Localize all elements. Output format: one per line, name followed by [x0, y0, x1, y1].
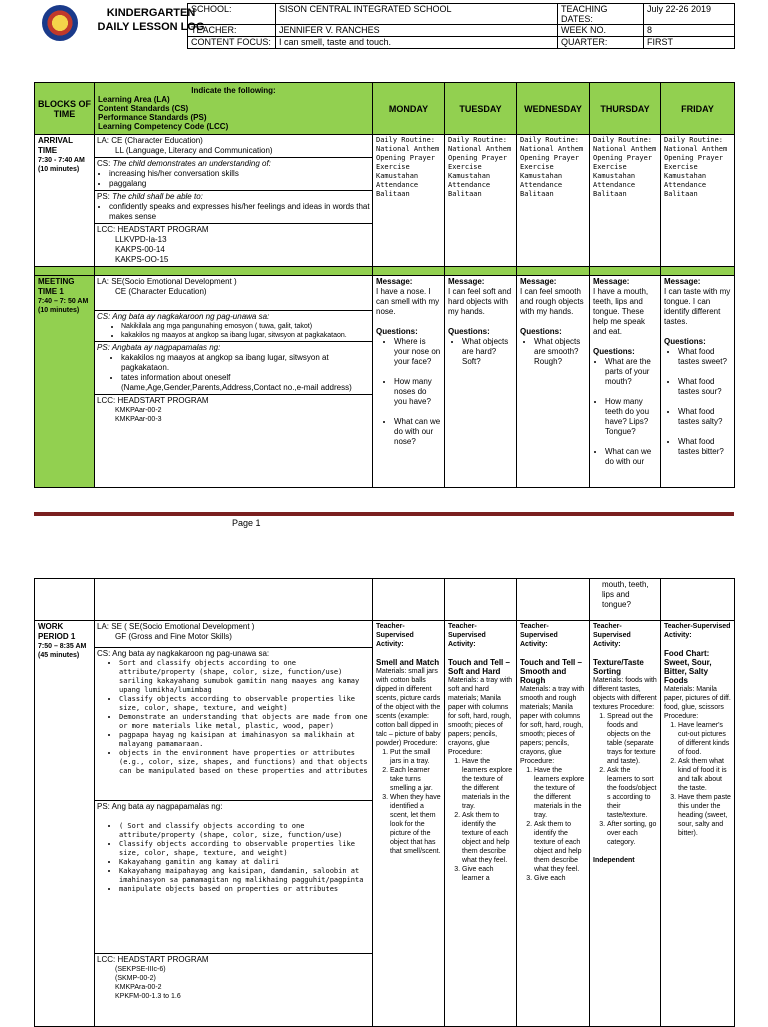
col-friday: FRIDAY [661, 83, 735, 135]
arrival-ps-label: PS: [97, 192, 110, 201]
arrival-lcc-title: HEADSTART PROGRAM [117, 225, 209, 234]
work-thu [590, 621, 661, 1027]
routine-line: Kamustahan [376, 172, 419, 180]
routine-line: Opening Prayer [664, 154, 724, 162]
work-cs-b4: • pagpapa hayag ng kaisipan at imahinasyon sa malikhain at malayang pamamaraan. [119, 731, 370, 749]
arrival-cs-text: The child demonstrates an understanding of: [112, 159, 271, 168]
routine-line: National Anthem [520, 145, 584, 153]
work-wed-text: Materials: a tray with smooth and rough materials; Manila paper with columns for soft, hard, rough, smooth; pieces of papers; pencils, crayons, glue Procedure: [520, 686, 585, 765]
meeting-lcc-1: KMKPAar-00-2 [115, 407, 162, 414]
work-ps-b4: • Kakayahang maipahayag ang kaisipan, damdamin, saloobin at imahinasyon sa pamamagitan ng malikhaing pagguhit/pagpinta [119, 867, 370, 885]
meeting-standards [95, 276, 373, 488]
meeting-tue-msg-label: Message: [448, 277, 485, 286]
dates-label: TEACHING DATES: [558, 4, 644, 25]
meeting-fri-msg-label: Message: [664, 277, 701, 286]
meeting-la-label: LA: [97, 277, 110, 286]
work-tue-title: Touch and Tell – Soft and Hard [448, 658, 510, 676]
routine-line: Balitaan [376, 190, 410, 198]
arrival-time: 7:30 - 7:40 AM [38, 157, 85, 164]
meeting-mon-q3: • What can we do with our nose? [394, 417, 441, 447]
routine-line: Balitaan [664, 190, 698, 198]
routine-line: Daily Routine: [520, 136, 580, 144]
work-cs [95, 648, 372, 801]
work-cs-b1: • Sort and classify objects according to one attribute/property (shape, color, size, function/use) sariling kakayahang sumubok gamitin nang maayes ang kamay upang lumikha/lumimbag [119, 659, 370, 695]
work-mon-tsa: Teacher-Supervised Activity: [376, 623, 414, 648]
dates-value: July 22-26 2019 [644, 4, 735, 25]
routine-line: Balitaan [448, 190, 482, 198]
routine-line: Kamustahan [593, 172, 636, 180]
focus-label: CONTENT FOCUS: [188, 37, 276, 49]
page-divider-rule [34, 512, 734, 516]
routine-line: Exercise [664, 163, 698, 171]
work-duration: (45 minutes) [38, 652, 80, 659]
title-line-1: KINDERGARTEN [106, 7, 196, 19]
meeting-cs-b1: • Nakikilala ang mga pangunahing emosyon ( tuwa, galit, takot) [121, 322, 370, 331]
meeting-wed-msg-label: Message: [520, 277, 557, 286]
col-tuesday: TUESDAY [445, 83, 517, 135]
work-block [35, 621, 95, 1027]
work-wed [517, 621, 590, 1027]
indicate-l2: Content Standards (CS) [98, 104, 189, 113]
work-tue-s1: 1. Have the learners explore the texture of the different materials in the tray. [462, 757, 513, 811]
meeting-thu-q1: • What are the parts of your mouth? [605, 357, 657, 387]
teacher-value: JENNIFER V. RANCHES [276, 25, 558, 37]
work-thu-text: Materials: foods with different tastes, objects with different textures Procedure: [593, 677, 657, 711]
work-lcc-2: (SKMP-00-2) [115, 975, 156, 982]
meeting-mon-q1: • Where is your nose on your face? [394, 337, 441, 367]
work-wed-s1: 1. Have the learners explore the texture of the different materials in the tray. [534, 766, 586, 820]
meeting-cs [95, 311, 372, 342]
arrival-block [35, 135, 95, 267]
arrival-routine-wed [517, 135, 590, 267]
arrival-cs-b2: • paggalang [109, 179, 370, 189]
routine-line: Kamustahan [664, 172, 707, 180]
work-wed-title: Touch and Tell – Smooth and Rough [520, 658, 582, 685]
col-indicate [95, 83, 373, 135]
meeting-fri-q2: • What food tastes sour? [678, 377, 731, 397]
work-standards [95, 621, 373, 1027]
meeting-ps-b1: • kakakilos ng maayos at angkop sa ibang lugar, sitwsyon at pagkakataon. [121, 353, 370, 373]
meeting-lcc-label: LCC: [97, 396, 116, 405]
work-fri-tsa: Teacher-Supervised Activity: [664, 623, 731, 639]
arrival-routine-fri [661, 135, 735, 267]
routine-line: Kamustahan [448, 172, 491, 180]
work-tue-text: Materials: a tray with soft and hard materials; Manila paper with columns for soft, hard, rough, smooth; pieces of papers; pencils, crayons, glue Procedure: [448, 677, 513, 756]
work-ps-text: PS: Ang bata ay nagpapamalas ng: [97, 802, 223, 811]
routine-line: Daily Routine: [376, 136, 436, 144]
work-mon-title: Smell and Match [376, 658, 440, 667]
work-mon-text: Materials: small jars with cotton balls dipped in different scents, picture cards of the object with the scents (example: cotton ball dipped in talc – picture of baby powder) Procedure: [376, 668, 441, 747]
work-fri-s2: 2. Ask them what kind of food it is and talk about the taste. [678, 757, 731, 793]
arrival-routine-tue [445, 135, 517, 267]
meeting-ps [95, 342, 372, 395]
work-lcc-title: HEADSTART PROGRAM [117, 955, 209, 964]
meeting-thu-q-label: Questions: [593, 347, 635, 356]
work-ps-b2: • Classify objects according to observable properties like size, color, shape, texture, and weight) [119, 840, 370, 858]
routine-line: Attendance [520, 181, 563, 189]
meeting-la-2: CE (Character Education) [115, 287, 207, 296]
routine-line: Daily Routine: [664, 136, 724, 144]
work-cs-text: CS: Ang bata ay nagkakaroon ng pag-unawa sa: [97, 649, 270, 658]
work-fri-s1: 1. Have learner's cut-out pictures of different kinds of food. [678, 721, 731, 757]
meeting-block [35, 276, 95, 488]
work-fri-text: Materials: Manila paper, pictures of diff. food, glue, scissors Procedure: [664, 686, 731, 720]
work-thu-s1: 1. Spread out the foods and objects on the table (separate trays for texture and taste). [607, 712, 657, 766]
meeting-fri [661, 276, 735, 488]
arrival-standards [95, 135, 373, 267]
work-lcc-3: KMKPAra-00-2 [115, 984, 162, 991]
routine-line: National Anthem [593, 145, 657, 153]
work-mon-s2: 2. Each learner take turns smelling a jar. [390, 766, 441, 793]
school-label: SCHOOL: [188, 4, 276, 25]
meeting-wed-q-label: Questions: [520, 327, 562, 336]
week-label: WEEK NO. [558, 25, 644, 37]
routine-line: Opening Prayer [448, 154, 508, 162]
meeting-fri-q4: • What food tastes bitter? [678, 437, 731, 457]
work-ps [95, 801, 372, 954]
routine-line: National Anthem [448, 145, 512, 153]
work-mon-s1: 1. Put the small jars in a tray. [390, 748, 441, 766]
arrival-ps-text: The child shall be able to: [112, 192, 203, 201]
week-value: 8 [644, 25, 735, 37]
col-monday: MONDAY [373, 83, 445, 135]
indicate-l4: Learning Competency Code (LCC) [98, 122, 229, 131]
meeting-wed-msg: I can feel smooth and rough objects with my hands. [520, 287, 584, 316]
meeting-lcc-2: KMKPAar-00-3 [115, 416, 162, 423]
meeting-thu-q3: • What can we do with our [605, 447, 657, 467]
meeting-la [95, 276, 372, 311]
arrival-routine-thu [590, 135, 661, 267]
work-time: 7:50 – 8:35 AM [38, 643, 87, 650]
arrival-row [35, 135, 735, 267]
meeting-tue [445, 276, 517, 488]
teacher-label: TEACHER: [188, 25, 276, 37]
work-fri-s3: 3. Have them paste this under the heading (sweet, sour, salty and bitter). [678, 793, 731, 838]
meeting-tue-q-label: Questions: [448, 327, 490, 336]
meeting-lcc [95, 395, 372, 426]
col-thursday: THURSDAY [590, 83, 661, 135]
meeting-thu-q2: • How many teeth do you have? Lips? Tongue? [605, 397, 657, 437]
arrival-lcc-label: LCC: [97, 225, 116, 234]
meeting-fri-msg: I can taste with my tongue. I can identify different tastes. [664, 287, 731, 326]
routine-line: Attendance [448, 181, 491, 189]
arrival-cs-b1: • increasing his/her conversation skills [109, 169, 370, 179]
meeting-fri-q-label: Questions: [664, 337, 706, 346]
work-thu-title: Texture/Taste Sorting [593, 658, 644, 676]
work-tue-s2: 2. Ask them to identify the texture of each object and help them describe what they feel. [462, 811, 513, 865]
work-cs-b2: • Classify objects according to observable properties like size, color, shape, texture, and weight) [119, 695, 370, 713]
routine-line: Exercise [376, 163, 410, 171]
meeting-thu-msg-label: Message: [593, 277, 630, 286]
work-wed-s2: 2. Ask them to identify the texture of each object and help them describe what they feel. [534, 820, 586, 874]
work-fri-title: Food Chart: Sweet, Sour, Bitter, Salty Foods [664, 649, 712, 685]
indicate-l1: Learning Area (LA) [98, 95, 170, 104]
work-cs-b3: • Demonstrate an understanding that objects are made from one or more materials like metal, plastic, wood, paper) [119, 713, 370, 731]
indicate-title: Indicate the following: [191, 86, 276, 95]
meeting-mon-q-label: Questions: [376, 327, 418, 336]
work-la-2: GF (Gross and Fine Motor Skills) [115, 632, 232, 641]
meeting-thu-msg: I have a mouth, teeth, lips and tongue. These help me speak and eat. [593, 287, 649, 336]
meeting-ps-b2: • tates information about oneself (Name,Age,Gender,Parents,Address,Contact no.,e-mail address) [121, 373, 370, 393]
thu-continuation: mouth, teeth, lips and tongue? [590, 579, 661, 621]
work-lcc-label: LCC: [97, 955, 116, 964]
routine-line: Exercise [593, 163, 627, 171]
arrival-ps-b1: • confidently speaks and expresses his/her feelings and ideas in words that makes sense [109, 202, 370, 222]
routine-line: Exercise [520, 163, 554, 171]
meeting-fri-q3: • What food tastes salty? [678, 407, 731, 427]
routine-line: National Anthem [376, 145, 440, 153]
meeting-duration: (10 minutes) [38, 307, 80, 314]
lesson-table-page1 [34, 82, 735, 488]
work-tue [445, 621, 517, 1027]
arrival-ps [95, 191, 372, 224]
routine-line: Exercise [448, 163, 482, 171]
work-fri [661, 621, 735, 1027]
routine-line: National Anthem [664, 145, 728, 153]
header-info-table [187, 3, 735, 49]
routine-line: Opening Prayer [520, 154, 580, 162]
work-thu-tsa: Teacher-Supervised Activity: [593, 623, 631, 648]
work-ps-b5: • manipulate objects based on properties or attributes [119, 885, 370, 894]
work-thu-tail: Independent [593, 857, 635, 864]
arrival-lcc-1: LLKVPD-Ia-13 [115, 235, 167, 244]
work-mon [373, 621, 445, 1027]
routine-line: Attendance [593, 181, 636, 189]
meeting-row [35, 276, 735, 488]
continuation-row [35, 579, 735, 621]
meeting-thu [590, 276, 661, 488]
arrival-la-label: LA: [97, 136, 110, 145]
col-wednesday: WEDNESDAY [517, 83, 590, 135]
meeting-tue-msg: I can feel soft and hard objects with my hands. [448, 287, 512, 316]
meeting-wed-q1: • What objects are smooth? Rough? [534, 337, 586, 367]
arrival-lcc-3: KAKPS-OO-15 [115, 255, 169, 264]
meeting-ps-text: PS: Angbata ay nagpapamalas ng: [97, 343, 221, 352]
meeting-cs-text: CS: Ang bata ay nagkakaroon ng pag-unawa sa: [97, 312, 270, 321]
work-thu-s3: 3. After sorting, go over each category. [607, 820, 657, 847]
arrival-routine-mon [373, 135, 445, 267]
routine-line: Balitaan [520, 190, 554, 198]
work-name: WORK PERIOD 1 [38, 622, 76, 641]
arrival-lcc-2: KAKPS-00-14 [115, 245, 165, 254]
work-lcc-4: KPKFM-00-1.3 to 1.6 [115, 993, 181, 1000]
header [34, 3, 734, 66]
meeting-mon-msg-label: Message: [376, 277, 413, 286]
arrival-duration: (10 minutes) [38, 166, 80, 173]
routine-line: Balitaan [593, 190, 627, 198]
work-la-1: SE ( SE(Socio Emotional Development ) [111, 622, 255, 631]
arrival-cs-label: CS: [97, 159, 111, 168]
work-la [95, 621, 372, 648]
routine-line: Opening Prayer [376, 154, 436, 162]
quarter-label: QUARTER: [558, 37, 644, 49]
meeting-mon [373, 276, 445, 488]
meeting-wed [517, 276, 590, 488]
lesson-table-page2 [34, 578, 735, 1027]
work-row [35, 621, 735, 1027]
arrival-name: ARRIVAL TIME [38, 136, 73, 155]
work-wed-s3: 3. Give each [534, 874, 586, 883]
indicate-l3: Performance Standards (PS) [98, 113, 207, 122]
arrival-cs [95, 158, 372, 191]
school-value: SISON CENTRAL INTEGRATED SCHOOL [276, 4, 558, 25]
meeting-time: 7:40 – 7: 50 AM [38, 298, 89, 305]
deped-seal-logo [42, 5, 78, 41]
routine-line: Attendance [664, 181, 707, 189]
work-ps-b1: • ( Sort and classify objects according to one attribute/property (shape, color, size, function/use) [119, 822, 370, 840]
meeting-mon-msg: I have a nose. I can smell with my nose. [376, 287, 440, 316]
work-tue-tsa: Teacher-Supervised Activity: [448, 623, 486, 648]
work-wed-tsa: Teacher-Supervised Activity: [520, 623, 558, 648]
work-tue-s3: 3. Give each learner a [462, 865, 513, 883]
meeting-name: MEETING TIME 1 [38, 277, 75, 296]
routine-line: Opening Prayer [593, 154, 653, 162]
page-number: Page 1 [232, 518, 261, 528]
focus-value: I can smell, taste and touch. [276, 37, 558, 49]
meeting-cs-b2: • kakakilos ng maayos at angkop sa ibang lugar, sitwsyon at pagkakataon. [121, 331, 370, 340]
work-thu-s2: 2. Ask the learners to sort the foods/object s according to their taste/texture. [607, 766, 657, 820]
meeting-tue-q1: • What objects are hard? Soft? [462, 337, 513, 367]
meeting-lcc-title: HEADSTART PROGRAM [117, 396, 209, 405]
title-line-2: DAILY LESSON LOG [97, 21, 205, 33]
col-blocks: BLOCKS OF TIME [35, 83, 95, 135]
arrival-lcc [95, 224, 372, 267]
work-lcc [95, 954, 372, 1027]
meeting-la-1: SE(Socio Emotional Development ) [111, 277, 237, 286]
work-la-label: LA: [97, 622, 110, 631]
work-lcc-1: (SEKPSE-IIIc-6) [115, 966, 166, 973]
arrival-la [95, 135, 372, 158]
meeting-fri-q1: • What food tastes sweet? [678, 347, 731, 367]
meeting-mon-q2: • How many noses do you have? [394, 377, 441, 407]
routine-line: Daily Routine: [593, 136, 653, 144]
arrival-la-2: LL (Language, Literacy and Communication) [115, 146, 273, 155]
quarter-value: FIRST [644, 37, 735, 49]
work-mon-s3: 3. When they have identified a scent, let them look for the picture of the object that has that smell/scent. [390, 793, 441, 856]
work-ps-b3: • Kakayahang gamitin ang kamay at daliri [119, 858, 370, 867]
routine-line: Kamustahan [520, 172, 563, 180]
routine-line: Attendance [376, 181, 419, 189]
routine-line: Daily Routine: [448, 136, 508, 144]
work-cs-b5: • objects in the environment have properties or attributes (e.g., color, size, shapes, and functions) and that objects can be manipulated based on these properties and attributes [119, 749, 370, 776]
arrival-la-1: CE (Character Education) [111, 136, 203, 145]
